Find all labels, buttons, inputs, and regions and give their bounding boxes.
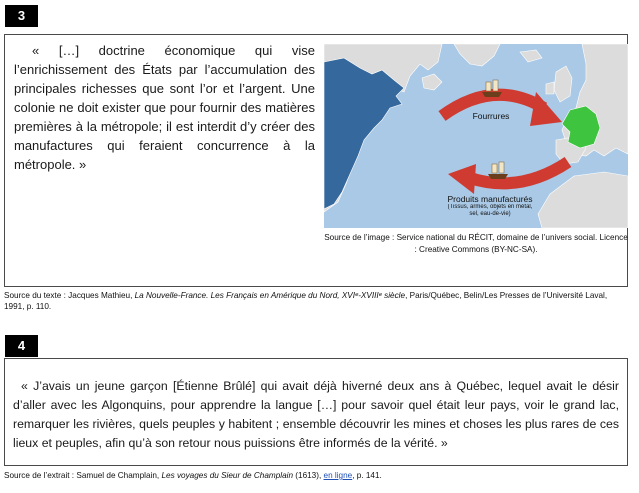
source-suffix: , Paris/Québec, Belin/Les Presses de l’Université Laval, 1991, p. 110. (4, 291, 608, 311)
source-title: Les voyages du Sieur de Champlain (161, 471, 294, 480)
map-label-produits-detail: (Tissus, armes, objets en métal, sel, eau-de-vie) (447, 204, 533, 217)
online-link[interactable]: en ligne (323, 471, 353, 480)
image-source-caption: Source de l’image : Service national du RÉCIT, domaine de l’univers social. Licence : Creative Commons (BY-NC-SA). (324, 233, 628, 254)
source-title: La Nouvelle-France. Les Français en Amérique du Nord, XVIᵉ-XVIIIᵉ siècle (134, 291, 406, 300)
source-suffix: , p. 141. (352, 471, 382, 480)
champlain-quote (13, 377, 619, 453)
extract-source (4, 470, 628, 481)
source-mid: (1613), (293, 471, 324, 480)
trade-map (324, 44, 628, 228)
mercantilism-quote (14, 41, 315, 174)
document-3-box (4, 34, 628, 287)
quote-text: « […] doctrine économique qui vise l’enrichissement des États par l’accumulation des principales richesses que sont l’or et l’argent. Une colonie ne doit exister que pour fournir des matières premières à la métropole; il est interdit d’y créer des manufactures qui feraient concurrence à la métropole. » (14, 43, 315, 172)
trade-map-svg (324, 44, 628, 228)
source-prefix: Source de l’extrait : Samuel de Champlain, (4, 471, 162, 480)
text-source (4, 290, 628, 312)
quote-text: « J’avais un jeune garçon [Étienne Brûlé] qui avait déjà hiverné deux ans à Québec, lequel avait le désir d’aller avec les Algonquins, pour apprendre la langue […] pour savoir quel était leur pays, voir le grand lac, remarquer les rivières, quels peuples y habitent ; ensemble découvrir les mines et choses les plus rares de ces lieux et peuples, afin qu’à son retour nous puissions être informés de la vérité. » (13, 379, 619, 450)
document-number-badge: 4 (5, 335, 38, 357)
source-prefix: Source du texte : Jacques Mathieu, (4, 291, 135, 300)
document-number-badge: 3 (5, 5, 38, 27)
map-label-fourrures: Fourrures (472, 111, 510, 121)
map-label-produits: Produits manufacturés (447, 194, 533, 204)
document-4-box (4, 358, 628, 466)
